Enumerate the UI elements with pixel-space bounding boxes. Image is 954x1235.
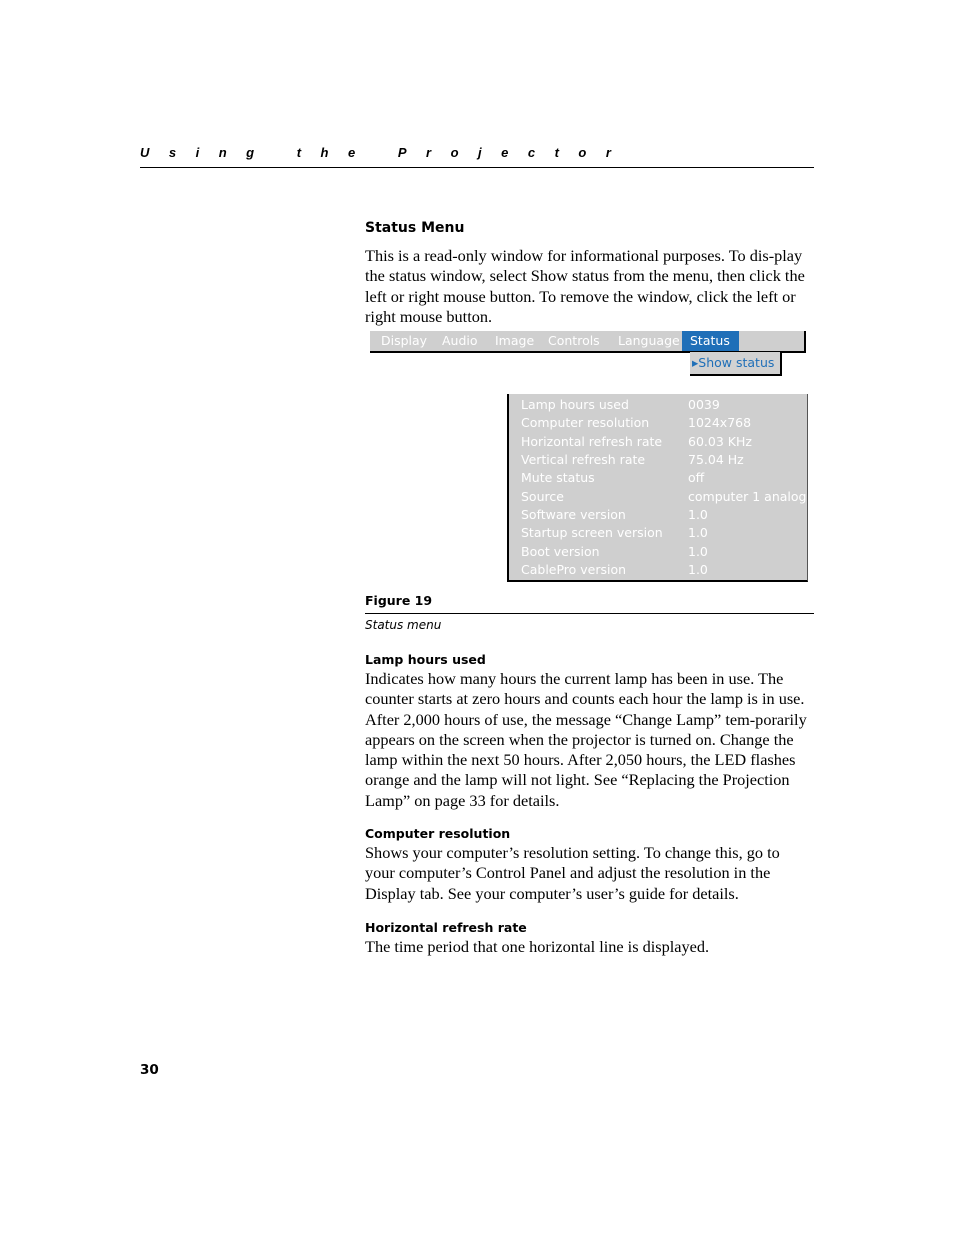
status-value: 1.0 <box>688 507 708 522</box>
figure-rule <box>365 613 814 614</box>
figure-caption: Status menu <box>365 618 442 632</box>
subsection-title-lamp-hours: Lamp hours used <box>365 652 486 667</box>
header-rule <box>140 167 814 168</box>
menu-item-audio[interactable]: Audio <box>442 333 478 348</box>
status-label: Computer resolution <box>521 415 650 430</box>
status-value: 75.04 Hz <box>688 452 744 467</box>
menu-item-display[interactable]: Display <box>381 333 428 348</box>
intro-paragraph: This is a read-only window for informational purposes. To dis-play the status window, select Show status from the menu, then click the left or right mouse button. To remove the window, click the left or right mouse button. <box>365 246 805 326</box>
subsection-text-horizontal-refresh: The time period that one horizontal line is displayed. <box>365 937 710 956</box>
status-value: 0039 <box>688 397 720 412</box>
menu-item-image[interactable]: Image <box>495 333 535 348</box>
status-label: Source <box>521 489 564 504</box>
section-title: Status Menu <box>365 220 465 236</box>
status-label: Startup screen version <box>521 525 663 540</box>
status-value: computer 1 analog <box>688 489 807 504</box>
status-label: Horizontal refresh rate <box>521 434 663 449</box>
status-value: off <box>688 470 705 485</box>
status-value: 1.0 <box>688 562 708 577</box>
figure-label: Figure 19 <box>365 593 433 608</box>
status-value: 1.0 <box>688 525 708 540</box>
subsection-text-computer-resolution: Shows your computer’s resolution setting. To change this, go to your computer’s Control Panel and adjust the resolution in the Display tab. See your computer’s user’s guide for details. <box>365 843 780 903</box>
status-label: CablePro version <box>521 562 627 577</box>
subsection-title-horizontal-refresh: Horizontal refresh rate <box>365 920 527 935</box>
status-label: Mute status <box>521 470 595 485</box>
status-label: Software version <box>521 507 626 522</box>
menu-item-controls[interactable]: Controls <box>548 333 600 348</box>
status-value: 60.03 KHz <box>688 434 752 449</box>
status-window <box>507 394 808 582</box>
status-value: 1.0 <box>688 544 708 559</box>
menu-item-language[interactable]: Language <box>618 333 680 348</box>
subsection-text-lamp-hours: Indicates how many hours the current lamp has been in use. The counter starts at zero hours and counts each hour the lamp is in use. After 2,000 hours of use, the message “Change Lamp” tem-porarily appears on the screen when the projector is turned on. Change the lamp within the next 50 hours. After 2,050 hours, the LED flashes orange and the lamp will not light. See “Replacing the Projection Lamp” on page 33 for details. <box>365 669 807 810</box>
show-status-menu-item[interactable]: ▸Show status <box>690 352 782 376</box>
status-label: Boot version <box>521 544 600 559</box>
page-number: 30 <box>140 1062 159 1078</box>
status-value: 1024x768 <box>688 415 752 430</box>
subsection-title-computer-resolution: Computer resolution <box>365 826 511 841</box>
status-label: Lamp hours used <box>521 397 629 412</box>
running-head: Using the Projector <box>140 145 631 160</box>
menu-bar <box>370 331 806 353</box>
menu-item-status[interactable]: Status <box>682 331 739 351</box>
status-label: Vertical refresh rate <box>521 452 646 467</box>
